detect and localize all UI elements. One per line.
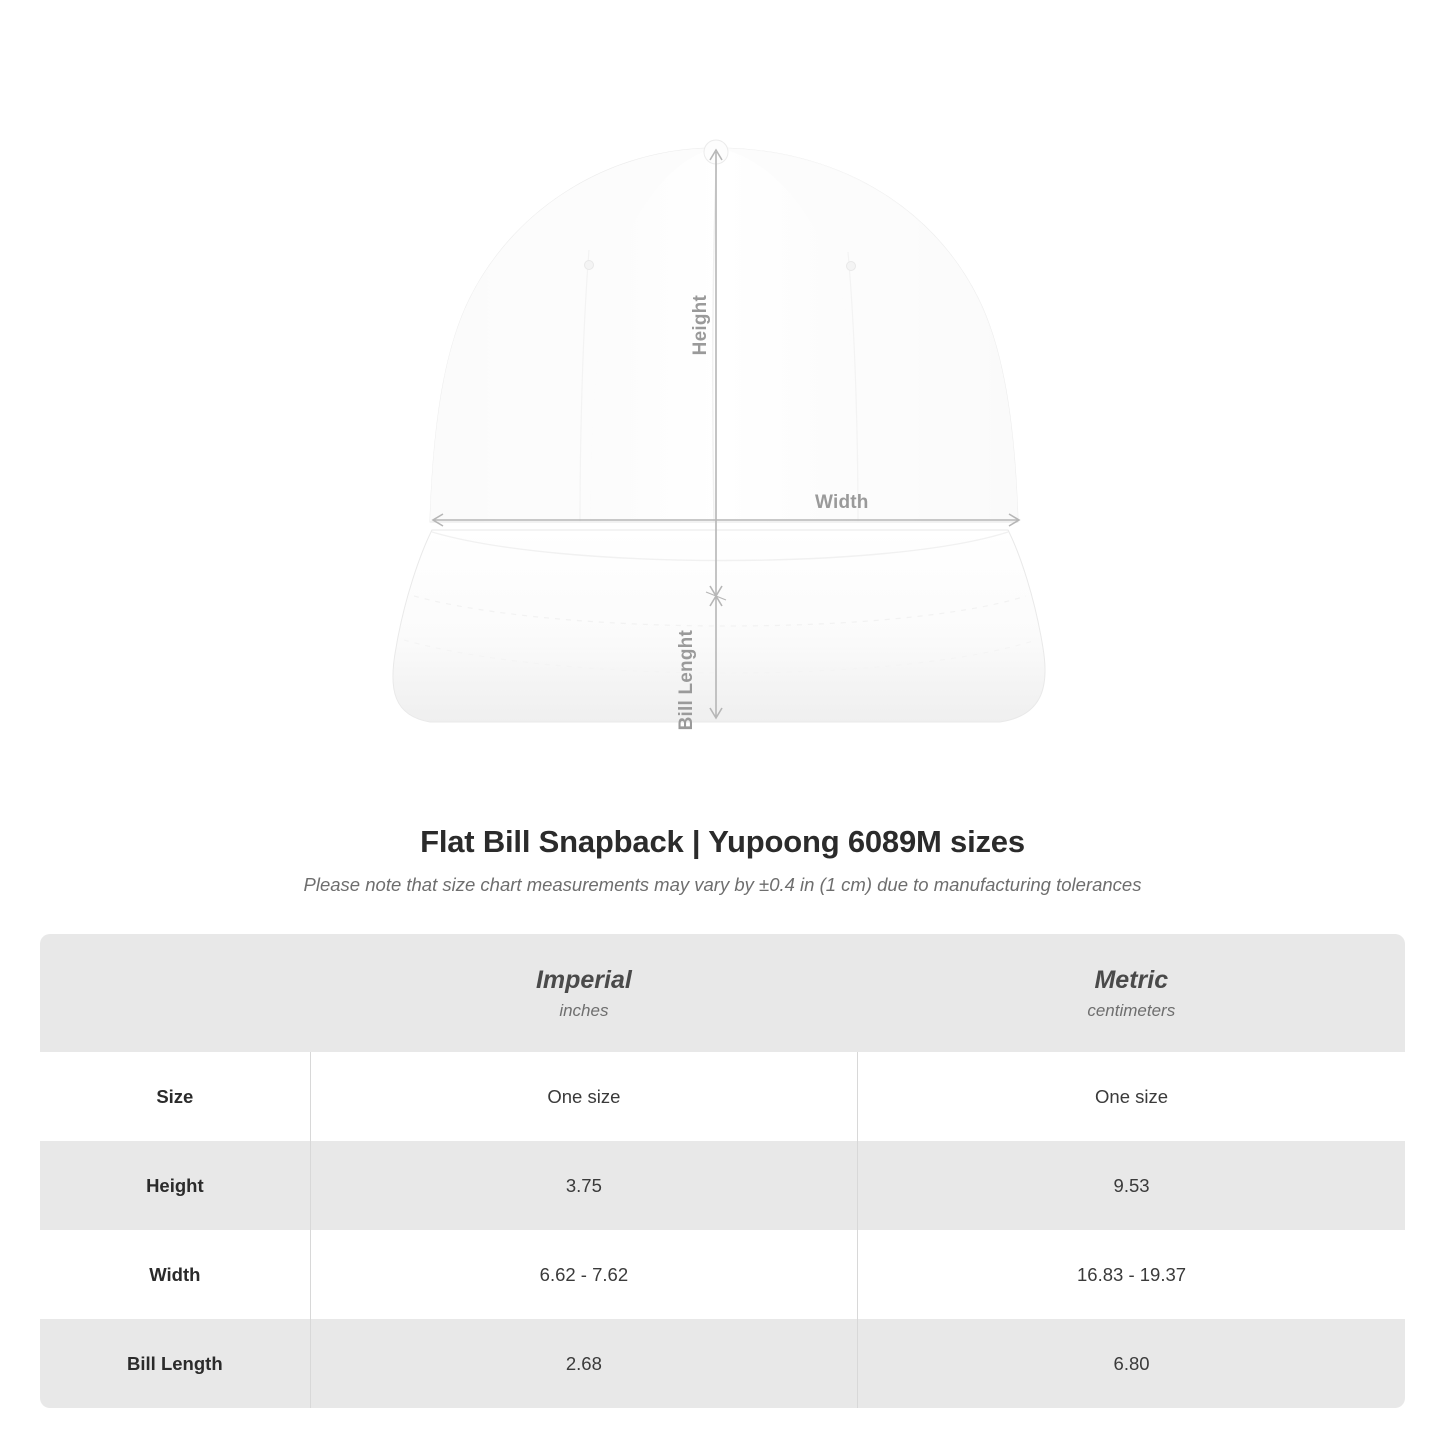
cell-size-metric: One size: [858, 1052, 1405, 1141]
table-row: [40, 1230, 1405, 1319]
width-dimension-label: Width: [815, 492, 869, 513]
table-row: [40, 1141, 1405, 1230]
bill-length-line1: Bill: [676, 700, 697, 731]
unit-header-metric: [858, 934, 1405, 1052]
row-label-bill-length: Bill Length: [40, 1319, 310, 1408]
tolerance-note: Please note that size chart measurements may vary by ±0.4 in (1 cm) due to manufacturing tolerances: [303, 874, 1142, 895]
row-label-size: Size: [40, 1052, 310, 1141]
unit-header-spacer: [40, 934, 310, 1052]
size-table-wrap: [40, 934, 1405, 1408]
height-dimension-label: Height: [690, 295, 711, 356]
row-label-height: Height: [40, 1141, 310, 1230]
unit-sub-metric: centimeters: [1087, 1000, 1176, 1020]
unit-name-imperial: Imperial: [535, 965, 632, 994]
size-table: [40, 934, 1405, 1408]
unit-header-row: [40, 934, 1405, 1052]
table-row: [40, 1319, 1405, 1408]
bill-length-line2: Lenght: [676, 630, 697, 695]
cell-size-imperial: One size: [310, 1052, 857, 1141]
unit-name-metric: Metric: [1094, 965, 1169, 994]
cell-height-imperial: 3.75: [310, 1141, 857, 1230]
row-label-width: Width: [40, 1230, 310, 1319]
unit-header-imperial: [310, 934, 857, 1052]
page-title: Flat Bill Snapback | Yupoong 6089M sizes: [420, 824, 1025, 859]
bill-length-dimension-label: [676, 630, 720, 730]
unit-sub-imperial: inches: [559, 1000, 609, 1020]
cell-width-imperial: 6.62 - 7.62: [310, 1230, 857, 1319]
table-row: [40, 1052, 1405, 1141]
cell-bill-length-metric: 6.80: [858, 1319, 1405, 1408]
cell-bill-length-imperial: 2.68: [310, 1319, 857, 1408]
cell-height-metric: 9.53: [858, 1141, 1405, 1230]
title-block: [0, 824, 1445, 896]
cell-width-metric: 16.83 - 19.37: [858, 1230, 1405, 1319]
